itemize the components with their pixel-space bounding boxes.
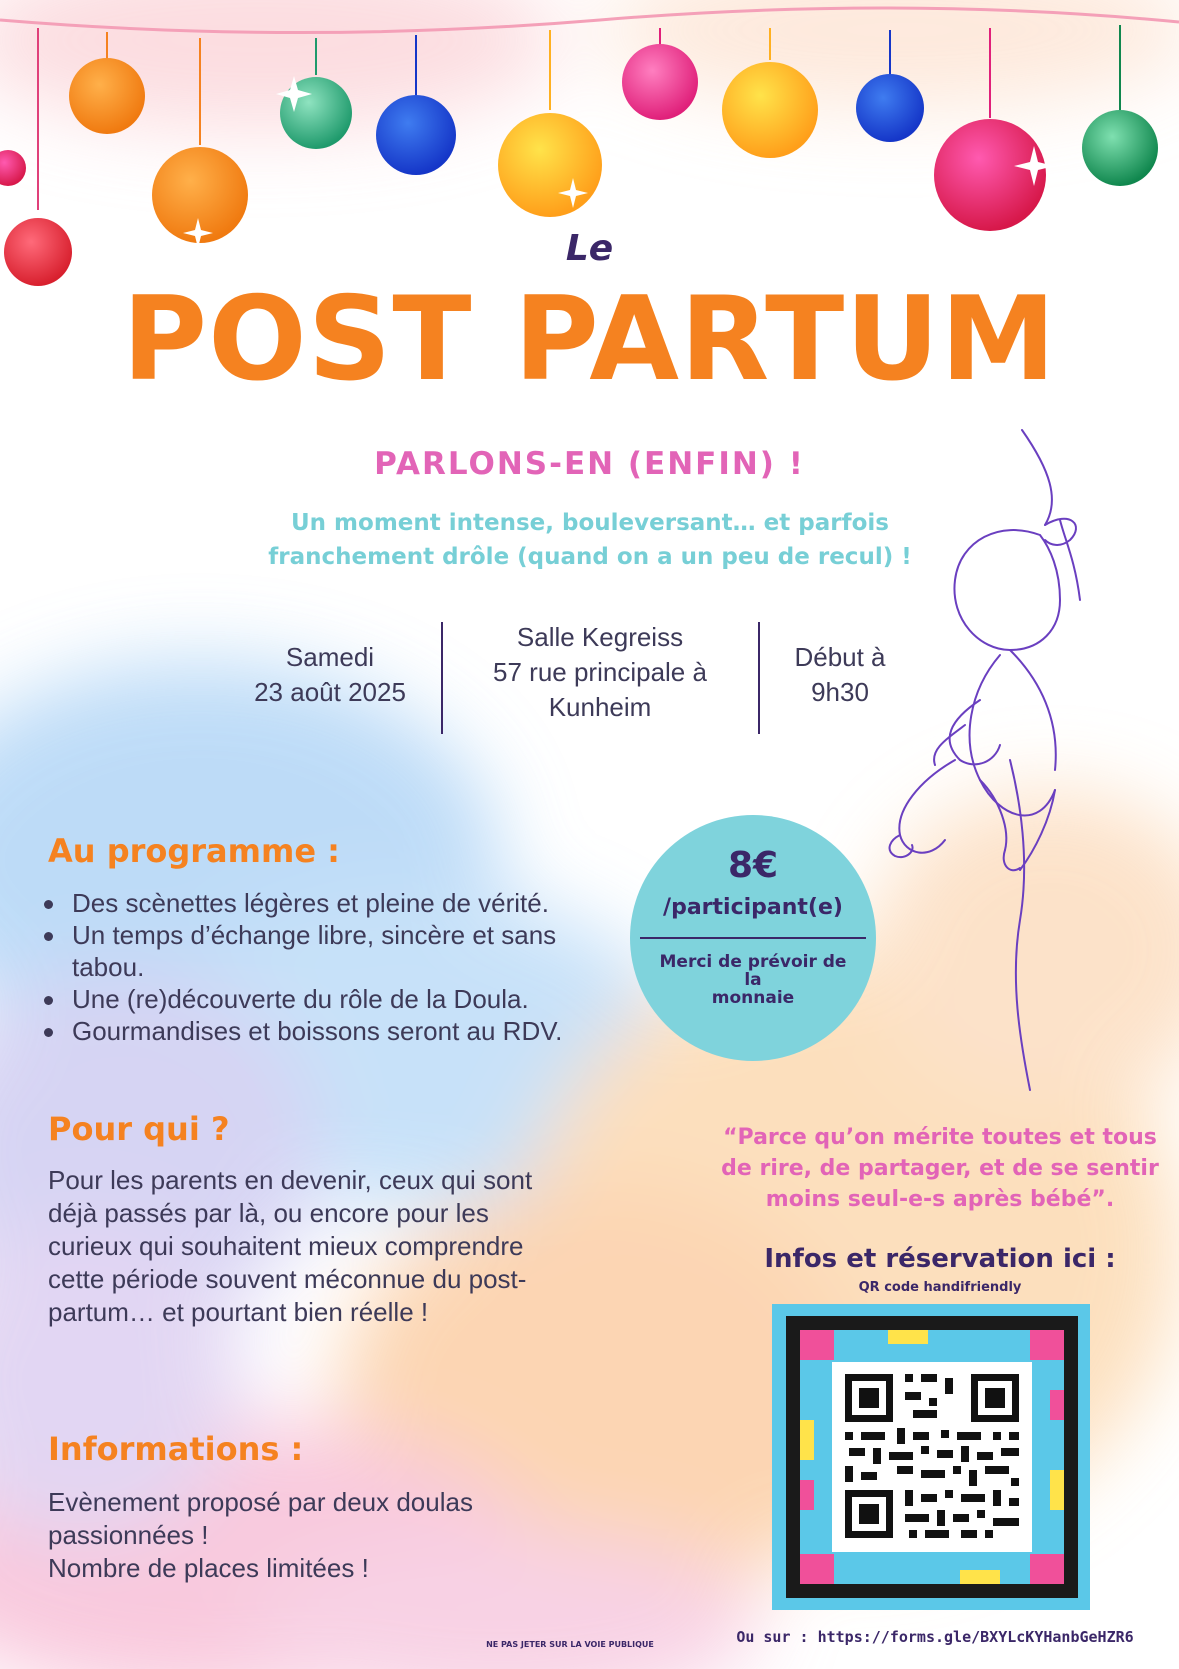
event-start-time: 9h30 (811, 677, 869, 707)
event-date-day: Samedi (285, 642, 375, 672)
price-note: Merci de prévoir de la monnaie (659, 952, 847, 1008)
qr-code-link[interactable] (770, 1302, 1090, 1612)
event-start-label: Début à (794, 642, 886, 672)
event-place (450, 620, 750, 725)
price-divider (640, 937, 866, 939)
quote: “Parce qu’on mérite toutes et tous de rire, de partager, et de se sentir moins seul-e-s après bébé”. (721, 1125, 1159, 1212)
list-item: Un temps d’échange libre, sincère et sans (42, 919, 622, 951)
pour-qui-heading: Pour qui ? (48, 1110, 230, 1148)
kicker-le: Le (565, 228, 614, 269)
divider-1 (441, 622, 443, 734)
footer-notice: NE PAS JETER SUR LA VOIE PUBLIQUE (486, 1640, 654, 1649)
programme-list (42, 887, 622, 1047)
event-place-street: 57 rue principale à (493, 657, 707, 687)
event-start (770, 640, 910, 710)
list-item: Gourmandises et boissons seront au RDV. (42, 1015, 622, 1047)
page-subtitle: PARLONS-EN (ENFIN) ! (374, 446, 805, 482)
programme-heading: Au programme : (48, 832, 340, 870)
event-place-city: Kunheim (548, 692, 652, 722)
price-badge (630, 815, 876, 1061)
tagline-line-2: franchement drôle (quand on a un peu de recul) ! (268, 544, 912, 570)
informations-text: Evènement proposé par deux doulas passionnées ! Nombre de places limitées ! (48, 1487, 473, 1583)
price-unit: /participant(e) (663, 895, 843, 920)
informations-heading: Informations : (48, 1430, 304, 1468)
event-place-name: Salle Kegreiss (516, 622, 684, 652)
list-item: Une (re)découverte du rôle de la Doula. (42, 983, 622, 1015)
qr-caption: QR code handifriendly (858, 1280, 1022, 1295)
tagline (220, 506, 960, 574)
reservation-title: Infos et réservation ici : (764, 1244, 1116, 1274)
list-item: Des scènettes légères et pleine de vérité. (42, 887, 622, 919)
page-title: POST PARTUM (122, 272, 1057, 407)
event-date (220, 640, 440, 710)
tagline-line-1: Un moment intense, bouleversant… et parfois (291, 510, 889, 536)
pour-qui-text: Pour les parents en devenir, ceux qui sont déjà passés par là, ou encore pour les curieux qui souhaitent mieux comprendre cette période souvent méconnue du post- partum… et pourtant bien réelle ! (48, 1165, 533, 1327)
price-amount: 8€ (727, 845, 779, 886)
reservation-url[interactable]: Ou sur : https://forms.gle/BXYLcKYHanbGeHZR6 (736, 1628, 1134, 1646)
list-item: tabou. (72, 952, 145, 982)
event-date-value: 23 août 2025 (254, 677, 406, 707)
divider-2 (758, 622, 760, 734)
